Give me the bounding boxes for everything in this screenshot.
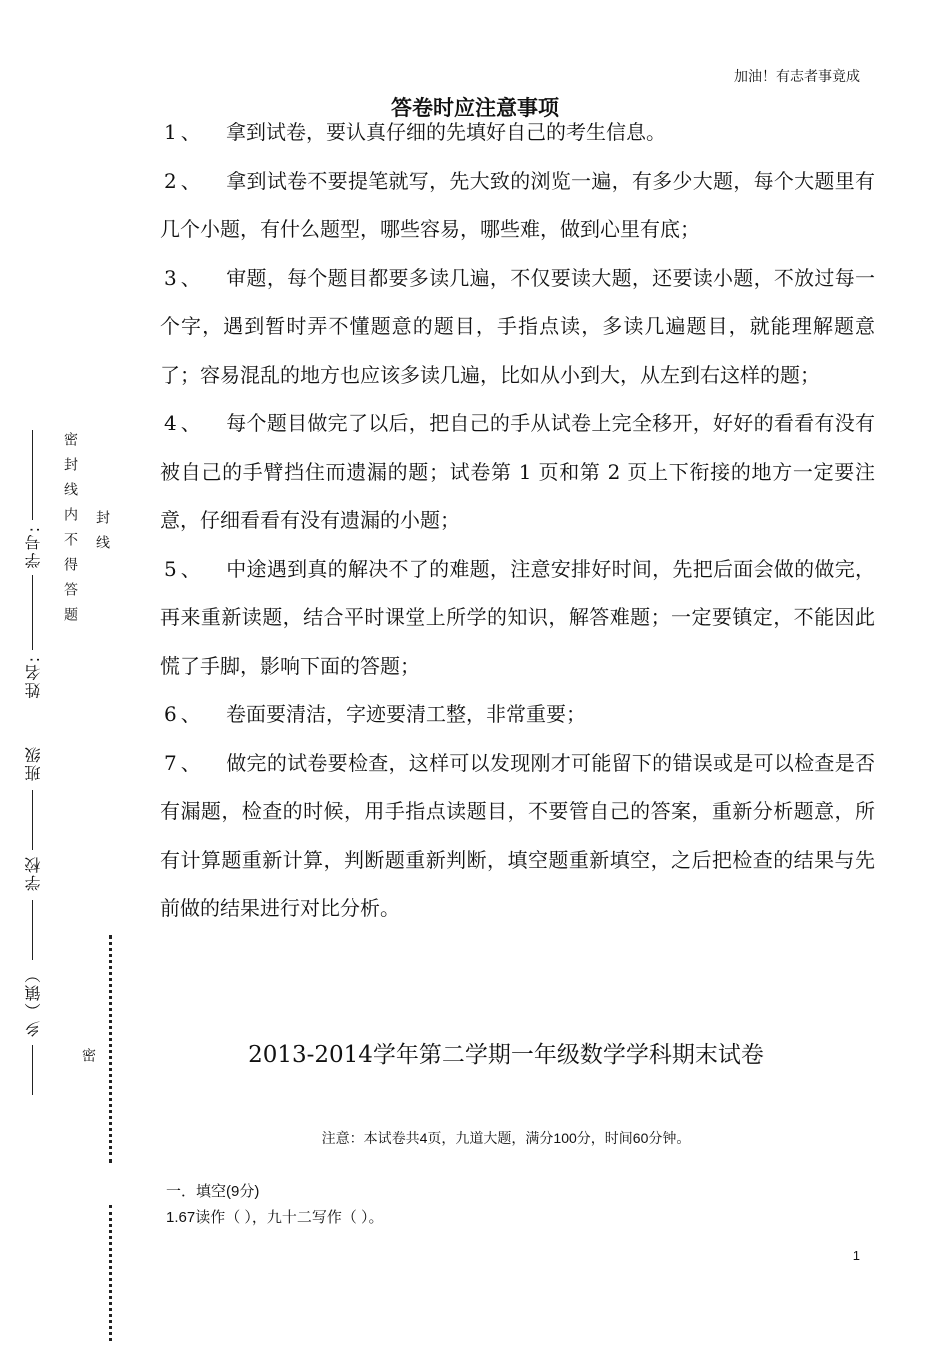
notice-item-text: 中途遇到真的解决不了的难题，注意安排好时间，先把后面会做的做完，再来重新读题，结合平时课堂上所学的知识，解答难题；一定要镇定，不能因此慌了手脚，影响下面的答题； (160, 556, 875, 678)
exam-title: 2013-2014学年第二学期一年级数学学科期末试卷 (248, 1042, 764, 1068)
notice-item-text: 每个题目做完了以后，把自己的手从试卷上完全移开，好好的看看有没有被自己的手臂挡住而遗漏的题；试卷第 1 页和第 2 页上下衔接的地方一定要注意，仔细看看有没有遗漏的小题； (160, 411, 875, 532)
student-no-line (32, 430, 33, 520)
notice-item (160, 157, 875, 254)
page-number: 1 (852, 1248, 860, 1263)
student-no-label: 学号: (24, 525, 43, 569)
notice-item (160, 739, 875, 933)
notice-item (160, 108, 875, 157)
notice-item-number: 5、 (164, 556, 205, 581)
notice-item-number: 6、 (164, 702, 205, 726)
seal-dotted-line (109, 1205, 112, 1341)
seal-dotted-line (109, 935, 112, 1163)
notice-item (160, 545, 875, 691)
question-text: 1.67读作（ ），九十二写作（ ）。 (166, 1209, 384, 1226)
section-heading: 一．填空(9分) (166, 1183, 260, 1200)
school-line (32, 900, 33, 960)
class-label: 班级 (24, 745, 43, 781)
class-line (32, 790, 33, 850)
seal-mark: 密 (80, 1048, 96, 1073)
exam-instruction: 注意：本试卷共4页，九道大题，满分100分，时间60分钟。 (321, 1130, 691, 1146)
seal-warning: 密封线内不得答题 (62, 432, 78, 632)
notice-item-text: 做完的试卷要检查，这样可以发现刚才可能留下的错误或是可以检查是否有漏题，检查的时候，用手指点读题目，不要管自己的答案，重新分析题意，所有计算题重新计算，判断题重新判断，填空题重新填空，之后把检查的结果与先前做的结果进行对比分析。 (160, 750, 875, 920)
notice-item (160, 690, 875, 739)
notice-title: 答卷时应注意事项 (391, 96, 559, 120)
notice-item (160, 399, 875, 545)
notice-item (160, 254, 875, 400)
township-line (32, 1045, 33, 1095)
header-motto: 加油！有志者事竟成 (734, 68, 860, 84)
notice-item-number: 1、 (164, 120, 205, 144)
notice-item-text: 拿到试卷，要认真仔细的先填好自己的考生信息。 (226, 120, 666, 144)
notice-item-number: 4、 (164, 411, 205, 435)
notice-item-number: 3、 (164, 265, 205, 290)
school-label: 学校 (24, 855, 43, 891)
township-label: 乡（镇） (24, 965, 43, 1037)
notice-item-text: 拿到试卷不要提笔就写，先大致的浏览一遍，有多少大题，每个大题里有几个小题，有什么题型，哪些容易，哪些难，做到心里有底； (160, 168, 875, 241)
notice-item-text: 卷面要清洁，字迹要清工整，非常重要； (226, 702, 586, 726)
seal-warning-continued: 封线 (94, 510, 110, 560)
notice-list (160, 108, 875, 933)
notice-item-number: 2、 (164, 168, 205, 193)
notice-item-text: 审题，每个题目都要多读几遍，不仅要读大题，还要读小题，不放过每一个字，遇到暂时弄不懂题意的题目，手指点读，多读几遍题目，就能理解题意了；容易混乱的地方也应该多读几遍，比如从小到大，从左到右这样的题； (160, 265, 875, 387)
notice-item-number: 7、 (164, 750, 205, 775)
name-label: 姓名: (24, 655, 43, 699)
name-line (32, 575, 33, 650)
